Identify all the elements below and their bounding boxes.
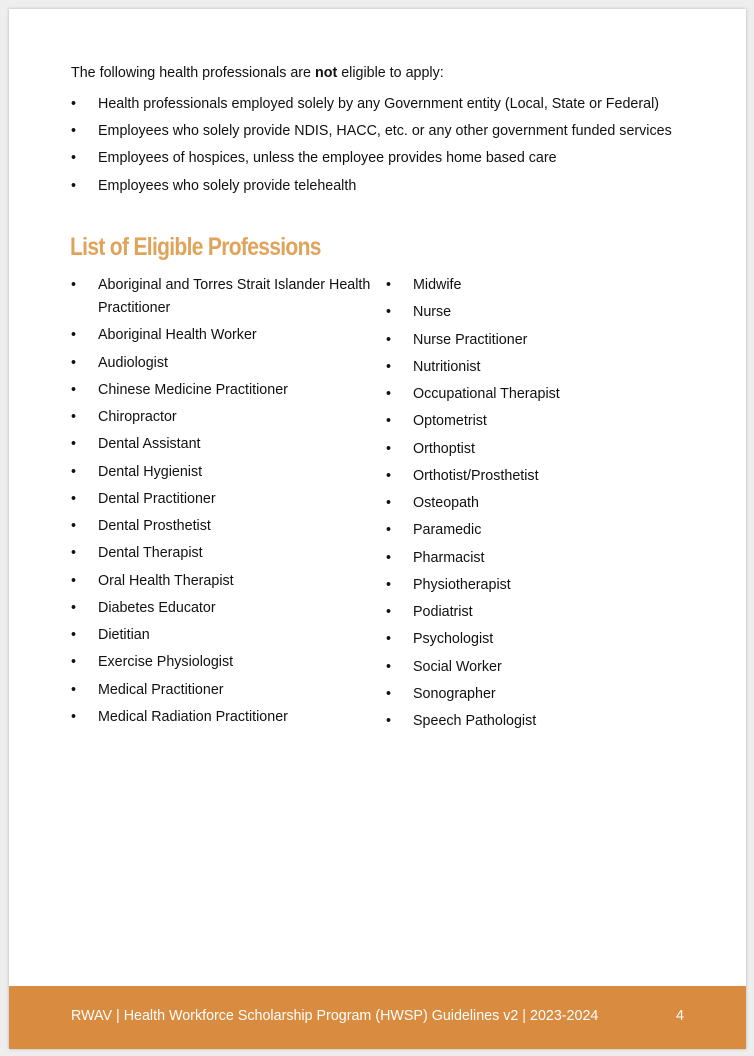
bullet-marker: • [71,96,77,112]
bullet-marker: • [386,386,392,402]
profession-item [386,656,686,679]
profession-item-text: Nurse [413,304,452,321]
bullet-marker: • [386,304,392,321]
profession-item-text: Nutritionist [413,358,481,375]
bullet-marker: • [71,409,77,425]
profession-item [386,329,686,352]
bullet-marker: • [71,545,77,562]
profession-item [71,597,371,620]
ineligible-item [71,147,731,170]
ineligible-item [71,93,731,116]
profession-item-text: Physiotherapist [413,576,511,593]
profession-item [386,601,686,624]
ineligible-item-text: Employees who solely provide NDIS, HACC, etc. or any other government funded services [98,123,672,140]
profession-item-text: Dental Practitioner [98,490,216,507]
page-footer [9,986,746,1049]
bullet-marker: • [386,495,392,511]
bullet-marker: • [71,177,77,194]
profession-item-text: Oral Health Therapist [98,572,234,589]
ineligible-list [71,93,731,202]
profession-item [71,461,371,484]
bullet-marker: • [71,354,77,371]
profession-item-text: Sonographer [413,685,496,702]
profession-item-text: Audiologist [98,354,168,371]
professions-list-right [386,274,686,737]
bullet-marker: • [71,436,77,453]
bullet-marker: • [71,708,77,725]
profession-item-text: Osteopath [413,495,479,511]
footer-text: RWAV | Health Workforce Scholarship Program (HWSP) Guidelines v2 | 2023-2024 [71,1008,599,1024]
bullet-marker: • [71,463,77,480]
profession-item [71,433,371,456]
profession-item [71,406,371,429]
bullet-marker: • [386,358,392,375]
profession-item-text: Paramedic [413,522,482,539]
ineligible-item-text: Employees who solely provide telehealth [98,177,357,194]
profession-item-text: Podiatrist [413,604,473,620]
page-number: 4 [676,1008,684,1024]
profession-item-text: Dental Hygienist [98,463,203,480]
profession-item [386,574,686,597]
profession-item-text: Diabetes Educator [98,599,216,616]
profession-item [71,274,371,320]
profession-item [386,547,686,570]
profession-item [71,515,371,538]
bullet-marker: • [71,518,77,534]
profession-item-text: Aboriginal and Torres Strait Islander Health Practitioner [98,277,371,316]
profession-item [386,519,686,542]
profession-item [71,706,371,729]
profession-item-text: Speech Pathologist [413,713,537,729]
profession-item-text: Psychologist [413,631,494,648]
document-page [9,9,746,1049]
profession-item [386,383,686,406]
profession-item-text: Midwife [413,277,462,293]
profession-item-text: Pharmacist [413,549,485,566]
profession-item-text: Orthoptist [413,440,475,457]
profession-item-text: Occupational Therapist [413,386,560,402]
profession-item [71,488,371,511]
profession-item [386,356,686,379]
bullet-marker: • [386,576,392,593]
profession-item [71,379,371,402]
profession-item [386,492,686,515]
profession-item-text: Chinese Medicine Practitioner [98,381,288,398]
section-heading: List of Eligible Professions [70,233,321,261]
bullet-marker: • [71,681,77,698]
profession-item-text: Optometrist [413,413,487,430]
bullet-marker: • [71,277,77,293]
profession-item [71,352,371,375]
profession-item [386,410,686,433]
profession-item-text: Aboriginal Health Worker [98,327,257,344]
bullet-marker: • [386,549,392,566]
intro-paragraph [71,64,444,82]
profession-item [71,679,371,702]
bullet-marker: • [386,685,392,702]
intro-emphasis: not [314,65,338,81]
bullet-marker: • [386,331,392,348]
profession-item-text: Dental Assistant [98,436,201,453]
bullet-marker: • [71,150,77,167]
profession-item-text: Medical Practitioner [98,681,224,698]
profession-item [71,651,371,674]
bullet-marker: • [386,413,392,430]
bullet-marker: • [71,327,77,344]
profession-item [386,710,686,733]
bullet-marker: • [386,277,392,293]
intro-text-before: The following health professionals are [71,65,315,81]
bullet-marker: • [386,658,392,675]
profession-item-text: Chiropractor [98,409,177,425]
profession-item [386,301,686,324]
bullet-marker: • [386,522,392,539]
bullet-marker: • [71,490,77,507]
intro-text-after: eligible to apply: [337,65,444,81]
ineligible-item-text: Employees of hospices, unless the employee provides home based care [98,150,557,167]
profession-item [71,324,371,347]
profession-item-text: Medical Radiation Practitioner [98,708,288,725]
bullet-marker: • [386,713,392,729]
bullet-marker: • [71,572,77,589]
profession-item [71,542,371,565]
bullet-marker: • [386,467,392,484]
profession-item [386,628,686,651]
bullet-marker: • [71,654,77,671]
profession-item [386,438,686,461]
professions-list-left [71,274,371,733]
profession-item-text: Nurse Practitioner [413,331,528,348]
profession-item-text: Dental Prosthetist [98,518,211,534]
ineligible-item [71,120,731,143]
ineligible-item-text: Health professionals employed solely by any Government entity (Local, State or Federal) [98,96,660,112]
bullet-marker: • [386,631,392,648]
profession-item-text: Dietitian [98,627,150,643]
bullet-marker: • [71,381,77,398]
profession-item-text: Social Worker [413,658,502,675]
bullet-marker: • [386,604,392,620]
profession-item [71,624,371,647]
profession-item [386,274,686,297]
bullet-marker: • [71,599,77,616]
bullet-marker: • [71,123,77,140]
ineligible-item [71,175,731,198]
bullet-marker: • [71,627,77,643]
profession-item [386,683,686,706]
profession-item-text: Orthotist/Prosthetist [413,467,539,484]
profession-item-text: Dental Therapist [98,545,203,562]
profession-item-text: Exercise Physiologist [98,654,234,671]
profession-item [71,570,371,593]
bullet-marker: • [386,440,392,457]
profession-item [386,465,686,488]
